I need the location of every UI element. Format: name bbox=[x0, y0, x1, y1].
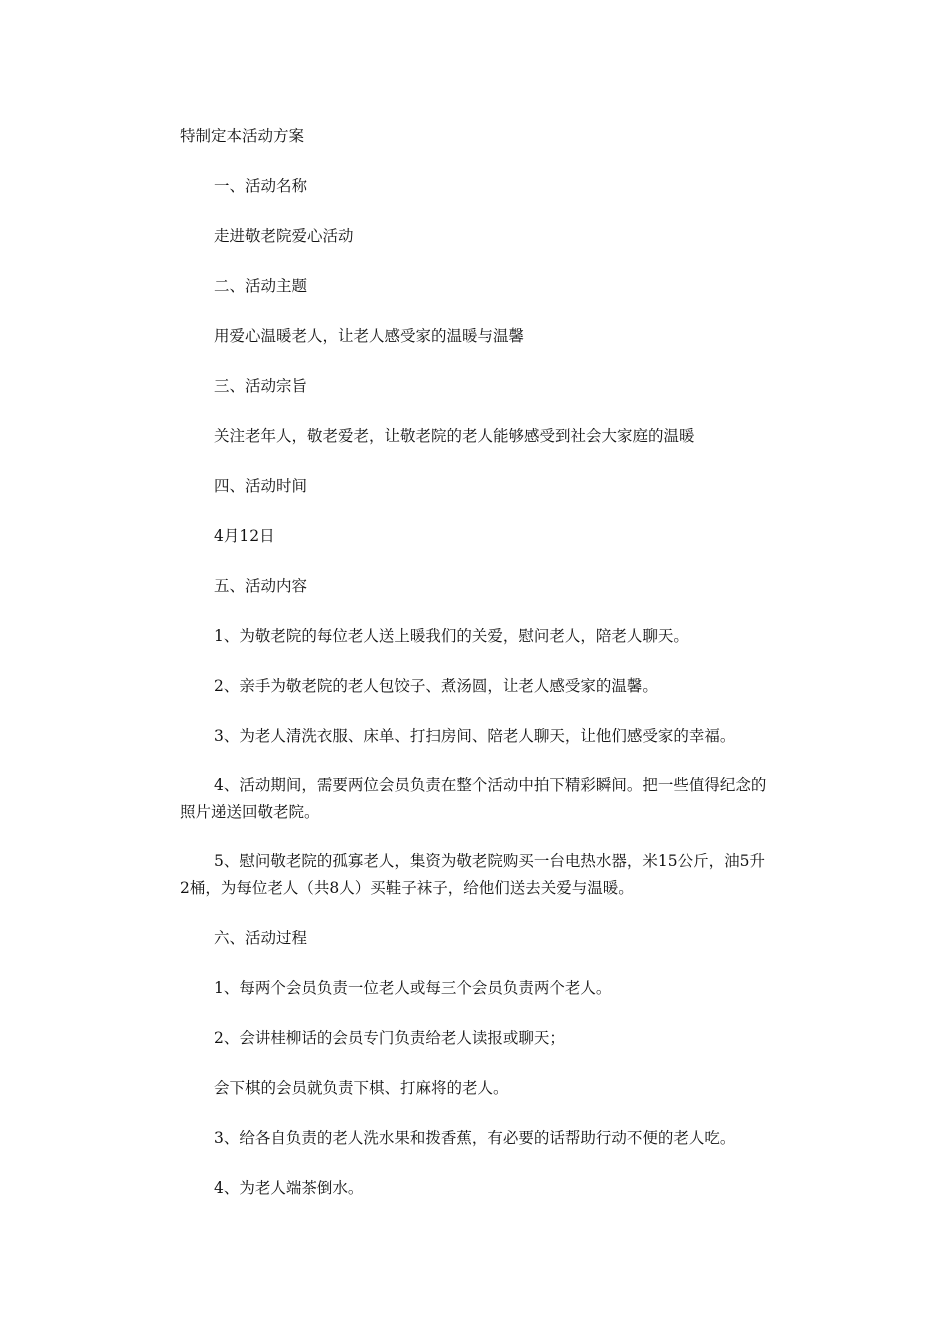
heading-activity-theme: 二、活动主题 bbox=[214, 277, 308, 295]
content-item-5: 5、慰问敬老院的孤寡老人，集资为敬老院购买一台电热水器，米15公斤，油5升2桶，为每位老人（共8人）买鞋子袜子，给他们送去关爱与温暖。 bbox=[180, 852, 765, 897]
heading-activity-name: 一、活动名称 bbox=[214, 177, 308, 195]
heading-activity-content: 五、活动内容 bbox=[214, 577, 308, 595]
content-item-2: 2、亲手为敬老院的老人包饺子、煮汤圆，让老人感受家的温馨。 bbox=[214, 677, 658, 695]
activity-time-text: 4月12日 bbox=[214, 527, 275, 545]
process-item-3: 3、给各自负责的老人洗水果和拨香蕉，有必要的话帮助行动不便的老人吃。 bbox=[214, 1129, 736, 1147]
heading-activity-purpose: 三、活动宗旨 bbox=[214, 377, 308, 395]
activity-purpose-text: 关注老年人，敬老爱老，让敬老院的老人能够感受到社会大家庭的温暖 bbox=[214, 427, 695, 445]
intro-line: 特制定本活动方案 bbox=[180, 127, 305, 145]
heading-activity-time: 四、活动时间 bbox=[214, 477, 308, 495]
process-item-4: 4、为老人端茶倒水。 bbox=[214, 1179, 364, 1197]
process-item-1: 1、每两个会员负责一位老人或每三个会员负责两个老人。 bbox=[214, 979, 612, 997]
content-item-4: 4、活动期间，需要两位会员负责在整个活动中拍下精彩瞬间。把一些值得纪念的照片递送回敬老院。 bbox=[180, 776, 767, 821]
content-item-3: 3、为老人清洗衣服、床单、打扫房间、陪老人聊天，让他们感受家的幸福。 bbox=[214, 727, 736, 745]
process-item-2-continued: 会下棋的会员就负责下棋、打麻将的老人。 bbox=[214, 1079, 509, 1097]
process-item-2: 2、会讲桂柳话的会员专门负责给老人读报或聊天； bbox=[214, 1029, 565, 1047]
activity-name-text: 走进敬老院爱心活动 bbox=[214, 227, 354, 245]
activity-theme-text: 用爱心温暖老人，让老人感受家的温暖与温馨 bbox=[214, 327, 525, 345]
content-item-1: 1、为敬老院的每位老人送上暖我们的关爱，慰问老人，陪老人聊天。 bbox=[214, 627, 689, 645]
document-body bbox=[180, 122, 774, 1224]
heading-activity-process: 六、活动过程 bbox=[214, 929, 308, 947]
